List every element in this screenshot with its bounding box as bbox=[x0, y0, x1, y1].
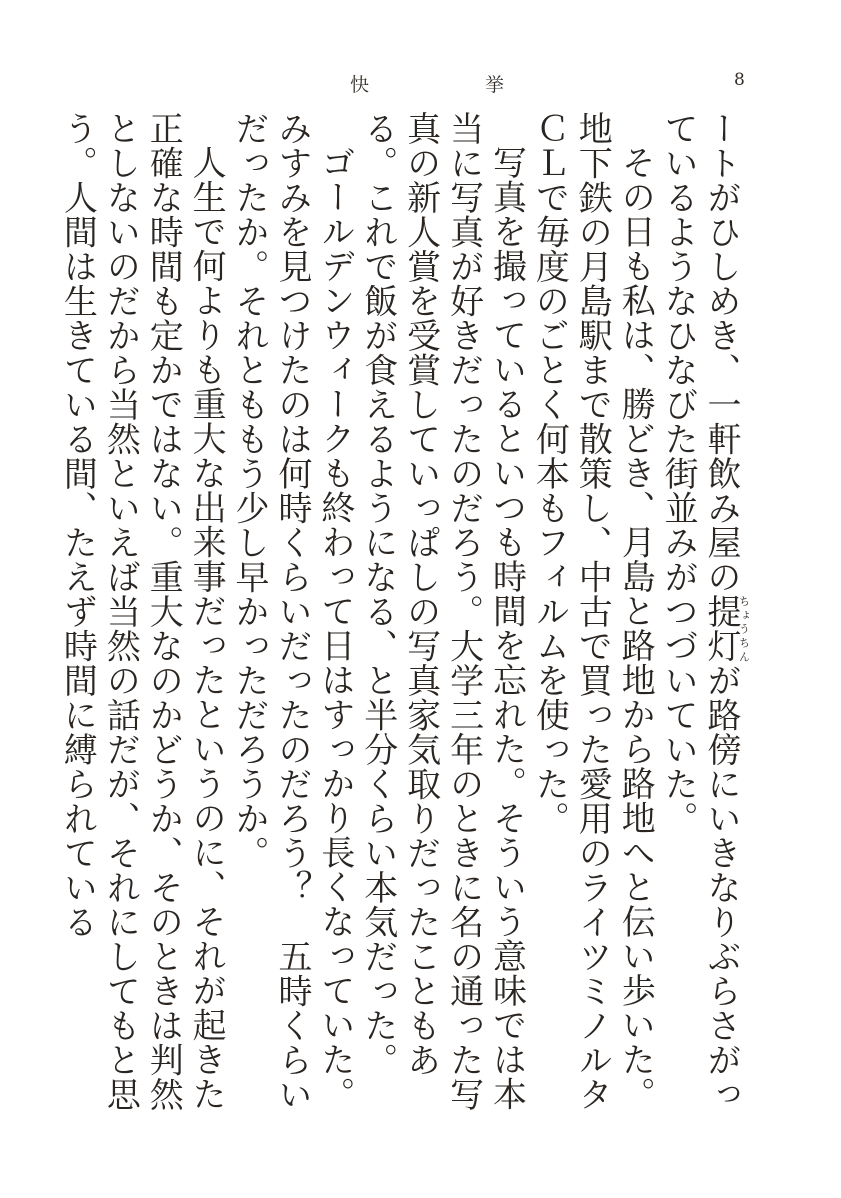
page-number: 8 bbox=[734, 70, 745, 90]
paragraph-5: 人生で何よりも重大な出来事だったというのに、それが起きた正確な時間も定かではない。重大なのかどうか、そのときは判然としないのだから当然といえば当然の話だが、それにしてもと思う。人間は生きている間、たえず時間に縛られている bbox=[57, 111, 227, 1112]
running-head-char-2: 挙 bbox=[485, 74, 505, 96]
paragraph-1-after: が路傍にいきなりぶらさがっているようなひなびた街並みがつづいていた。 bbox=[658, 111, 741, 1112]
paragraph-1 bbox=[656, 111, 750, 1121]
ruby-base: 提灯 bbox=[701, 594, 741, 663]
paragraph-3: 写真を撮っているといつも時間を忘れた。そういう意味では本当に写真が好きだったのだろう。大学三年のときに名の通った写真の新人賞を受賞していっぱしの写真家気取りだったこともある。これで飯が食えるようになる、と半分くらい本気だった。 bbox=[357, 111, 527, 1112]
ruby-chochin bbox=[701, 594, 751, 663]
paragraph-1-before: ートがひしめき、一軒飲み屋の bbox=[701, 111, 741, 594]
ruby-reading: ちょうちん bbox=[737, 594, 751, 663]
paragraph-4: ゴールデンウィークも終わって日はすっかり長くなっていた。みすみを見つけたのは何時くらいだったのだろう？ 五時くらいだったか。それとももう少し早かっただろうか。 bbox=[229, 111, 355, 1112]
vertical-body-text bbox=[57, 111, 751, 1121]
paragraph-2: その日も私は、勝どき、月島と路地から路地へと伝い歩いた。地下鉄の月島駅まで散策し、中古で買った愛用のライツミノルタＣＬで毎度のごとく何本もフィルムを使った。 bbox=[529, 111, 656, 1112]
running-head-char-1: 快 bbox=[350, 74, 370, 96]
